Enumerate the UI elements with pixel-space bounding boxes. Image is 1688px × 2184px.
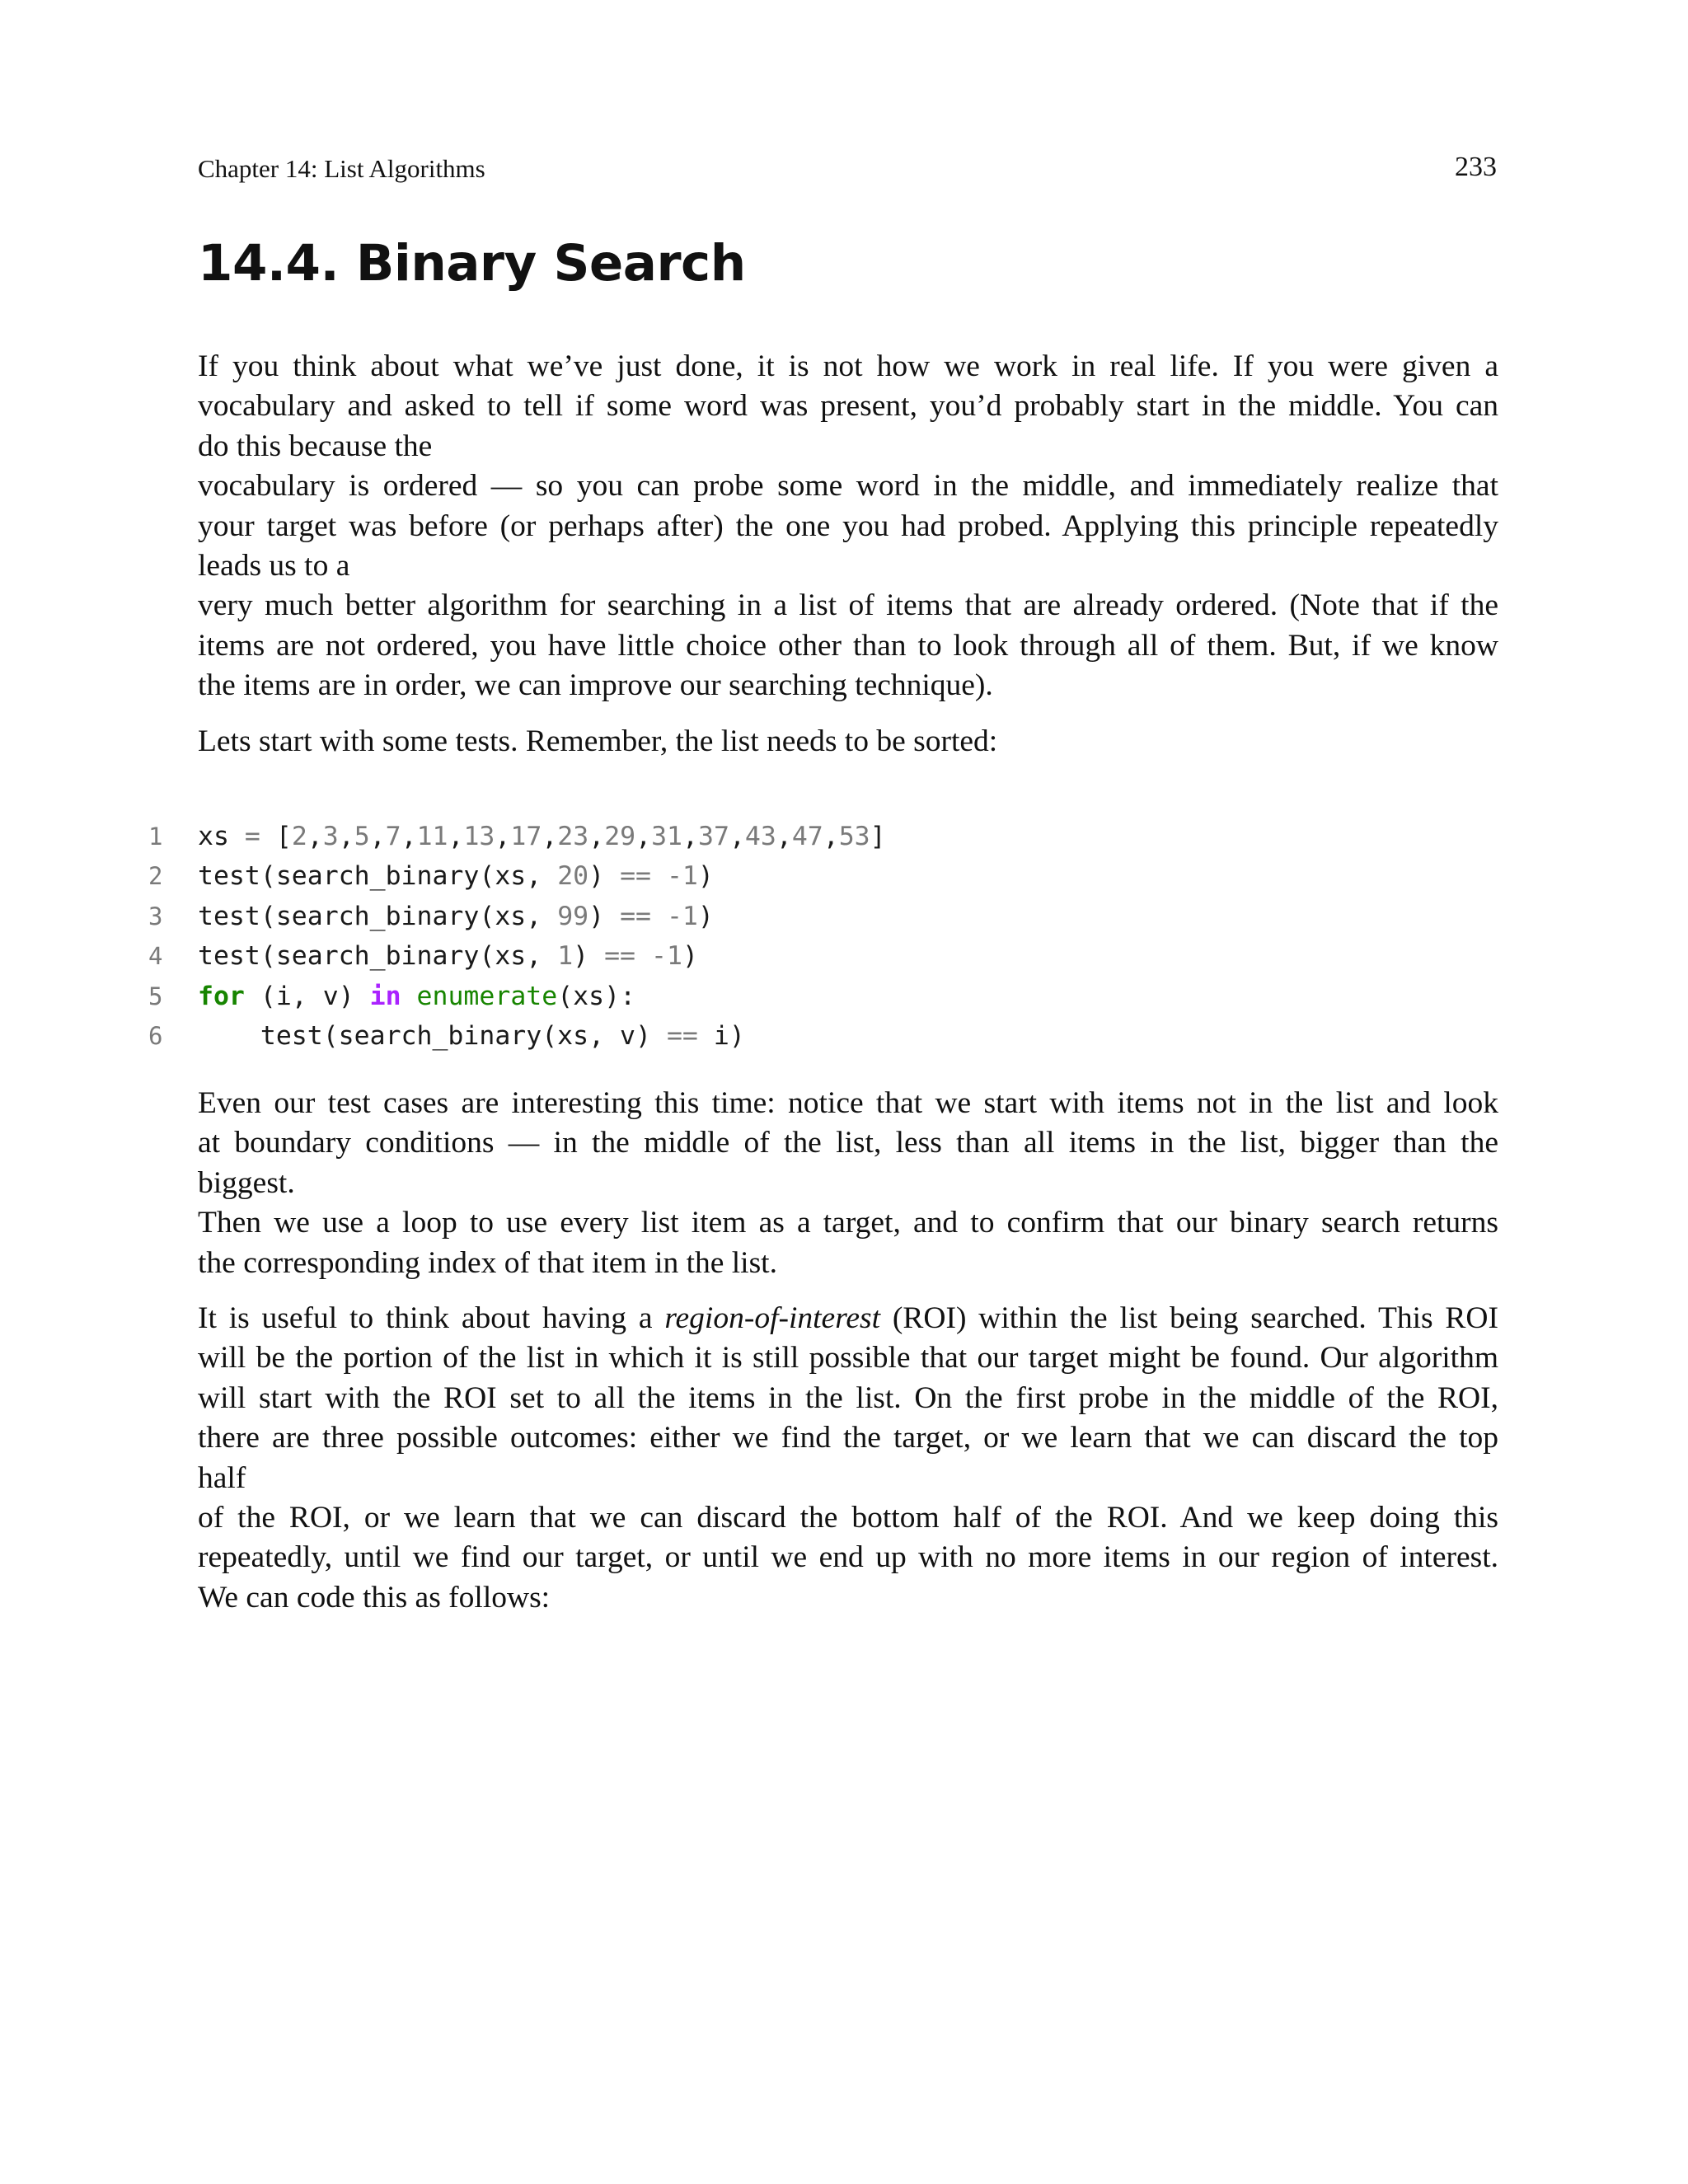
code-token: 47 [791, 822, 823, 851]
code-token: ) [588, 901, 621, 931]
text-line: Then we use a loop to use every list item as a target, and to confirm that our binary search returns [198, 1206, 1498, 1240]
code-token: 13 [463, 822, 495, 851]
code-line [148, 936, 886, 976]
code-listing [148, 817, 886, 1056]
text-line: items are not ordered, you have little choice other than to look through all of them. But, if we know [198, 628, 1498, 663]
code-token [651, 902, 667, 931]
code-token: test(search_binary(xs, [198, 941, 558, 972]
code-token: ) [697, 861, 714, 892]
code-token: = [244, 822, 260, 851]
text-line: of the ROI, or we learn that we can discard the bottom half of the ROI. And we keep doing this [198, 1501, 1498, 1535]
code-token: , [338, 822, 354, 851]
text-span: It is useful to think about having a [198, 1301, 665, 1335]
text-line: very much better algorithm for searching in a list of items that are already ordered. (Note that if the [198, 588, 1498, 623]
text-line: vocabulary is ordered — so you can probe some word in the middle, and immediately realize that [198, 469, 1498, 504]
section-heading: 14.4. Binary Search [198, 234, 746, 293]
code-line [148, 856, 886, 896]
text-line: repeatedly, until we find our target, or until we end up with no more items in our region of interest. [198, 1540, 1498, 1575]
code-token: 5 [354, 822, 370, 851]
code-line [148, 817, 886, 856]
code-token [401, 982, 417, 1011]
text-line: do this because the [198, 429, 433, 463]
text-line: will start with the ROI set to all the items in the list. On the first probe in the middle of the ROI, [198, 1380, 1498, 1415]
chapter-title: Chapter 14: List Algorithms [198, 154, 485, 183]
code-token: , [495, 822, 511, 851]
code-token: 2 [291, 822, 307, 851]
paragraph-intro [198, 347, 1498, 706]
paragraph-tests-intro [198, 722, 1498, 762]
text-span: (ROI) within the list being searched. This ROI [880, 1301, 1498, 1335]
code-token: (i, v) [244, 981, 370, 1011]
text-line: will be the portion of the list in which it is still possible that our target might be found. Our algorithm [198, 1341, 1498, 1376]
code-token: 20 [557, 861, 589, 892]
code-token: , [776, 822, 792, 851]
code-token: ) [682, 941, 698, 972]
code-line [148, 897, 886, 936]
code-token: 43 [744, 822, 776, 851]
code-keyword: for [198, 981, 245, 1011]
line-number: 4 [148, 942, 163, 971]
code-token: , [542, 822, 558, 851]
page-number: 233 [1455, 152, 1497, 182]
text-line: the items are in order, we can improve our searching technique). [198, 668, 993, 703]
code-token: 1 [557, 941, 574, 972]
code-line [148, 977, 886, 1016]
code-token: 11 [416, 822, 448, 851]
code-token: 23 [557, 822, 589, 851]
code-token: == [604, 941, 636, 972]
code-token: 7 [385, 822, 401, 851]
code-token: -1 [666, 901, 698, 931]
code-token: ) [573, 941, 605, 972]
text-line [198, 1299, 1498, 1338]
code-token: 99 [557, 901, 589, 931]
code-token: (xs): [557, 981, 636, 1011]
code-token: 29 [604, 822, 636, 851]
text-line: vocabulary and asked to tell if some word was present, you’d probably start in the middle. You can [198, 389, 1498, 424]
code-keyword: in [369, 981, 401, 1011]
emphasis-term: region-of-interest [664, 1301, 881, 1335]
line-number: 6 [148, 1021, 163, 1050]
code-token: 53 [838, 822, 870, 851]
code-token: == [666, 1020, 698, 1051]
code-token: 31 [651, 822, 683, 851]
code-token: , [729, 822, 745, 851]
text-line: at boundary conditions — in the middle of the list, less than all items in the list, bigger than the [198, 1126, 1498, 1160]
text-line: leads us to a [198, 549, 350, 583]
code-token [651, 861, 667, 891]
code-token: == [620, 901, 651, 931]
line-number: 1 [148, 823, 163, 851]
text-line: Lets start with some tests. Remember, the list needs to be sorted: [198, 724, 998, 758]
code-token: , [401, 822, 417, 851]
code-token: , [635, 822, 652, 851]
code-token: test(search_binary(xs, [198, 901, 558, 931]
code-token: xs [198, 822, 245, 851]
text-line: If you think about what we’ve just done, it is not how we work in real life. If you were given a [198, 349, 1498, 383]
text-line: We can code this as follows: [198, 1580, 551, 1615]
code-token: , [369, 822, 386, 851]
code-token: , [448, 822, 464, 851]
line-number: 2 [148, 862, 163, 891]
code-token: , [588, 822, 605, 851]
text-line: half [198, 1460, 246, 1495]
code-token: 37 [698, 822, 729, 851]
text-line: Even our test cases are interesting this time: notice that we start with items not in the list and look [198, 1086, 1498, 1120]
paragraph-roi [198, 1299, 1498, 1618]
text-line: there are three possible outcomes: either we find the target, or we learn that we can discard the top [198, 1421, 1498, 1455]
running-header [198, 154, 1497, 190]
line-number: 5 [148, 982, 163, 1010]
text-line: your target was before (or perhaps after) the one you had probed. Applying this principle repeatedly [198, 509, 1498, 543]
text-line: biggest. [198, 1165, 295, 1200]
code-token: [ [260, 822, 292, 851]
code-token: 3 [322, 822, 339, 851]
code-token: -1 [666, 861, 698, 892]
code-token: , [823, 822, 839, 851]
code-token: == [620, 861, 651, 892]
code-token: ) [588, 861, 621, 892]
code-builtin: enumerate [416, 981, 558, 1011]
code-line [148, 1016, 886, 1056]
code-token: ] [870, 822, 886, 851]
code-token: test(search_binary(xs, v) [198, 1020, 667, 1051]
code-token: , [682, 822, 698, 851]
code-token: -1 [651, 941, 682, 972]
line-number: 3 [148, 902, 163, 930]
code-token: 17 [510, 822, 542, 851]
code-token: ) [697, 901, 714, 931]
text-line: the corresponding index of that item in the list. [198, 1245, 777, 1280]
code-token: i) [697, 1020, 745, 1051]
code-token [635, 941, 651, 971]
paragraph-test-cases [198, 1084, 1498, 1283]
code-token: test(search_binary(xs, [198, 861, 558, 892]
code-token: , [307, 822, 323, 851]
